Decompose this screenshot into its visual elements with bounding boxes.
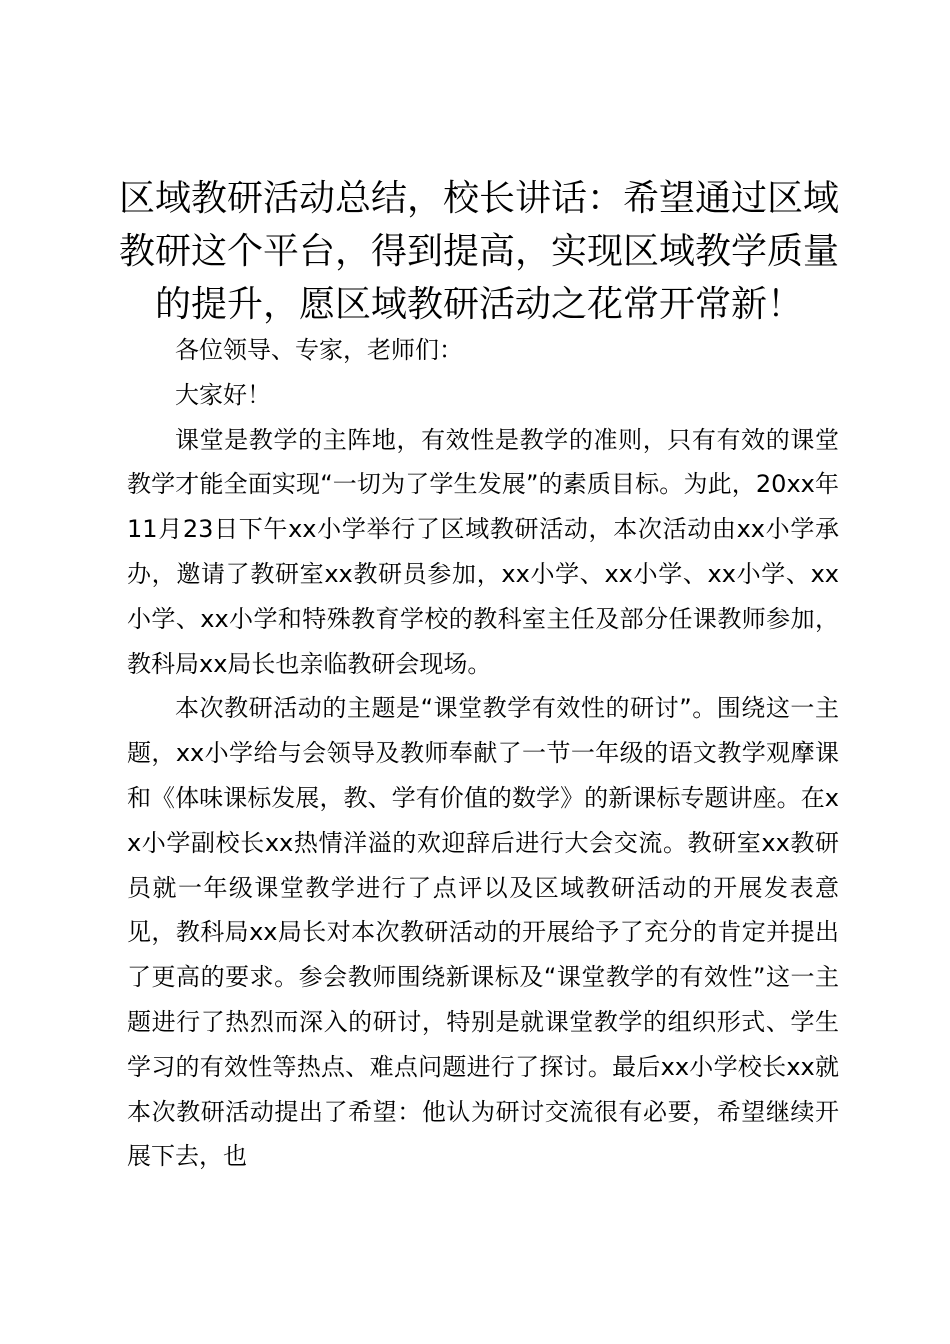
document-body	[127, 328, 839, 1179]
paragraph-1: 课堂是教学的主阵地，有效性是教学的准则，只有有效的课堂教学才能全面实现“一切为了学生发展”的素质目标。为此，20xx年11月23日下午xx小学举行了区域教研活动，本次活动由xx小学承办，邀请了教研室xx教研员参加，xx小学、xx小学、xx小学、xx小学、xx小学和特殊教育学校的教科室主任及部分任课教师参加，教科局xx局长也亲临教研会现场。	[127, 425, 839, 678]
document-title: 区域教研活动总结，校长讲话：希望通过区域教研这个平台，得到提高，实现区域教学质量的提升，愿区域教研活动之花常开常新！	[118, 178, 839, 325]
paragraph-2: 本次教研活动的主题是“课堂教学有效性的研讨”。围绕这一主题，xx小学给与会领导及教师奉献了一节一年级的语文教学观摩课和《体味课标发展，教、学有价值的数学》的新课标专题讲座。在xx小学副校长xx热情洋溢的欢迎辞后进行大会交流。教研室xx教研员就一年级课堂教学进行了点评以及区域教研活动的开展发表意见，教科局xx局长对本次教研活动的开展给予了充分的肯定并提出了更高的要求。参会教师围绕新课标及“课堂教学的有效性”这一主题进行了热烈而深入的研讨，特别是就课堂教学的组织形式、学生学习的有效性等热点、难点问题进行了探讨。最后xx小学校长xx就本次教研活动提出了希望：他认为研讨交流很有必要，希望继续开展下去，也	[127, 694, 839, 1171]
greeting: 大家好！	[175, 380, 271, 409]
salutation: 各位领导、专家，老师们：	[175, 336, 463, 364]
